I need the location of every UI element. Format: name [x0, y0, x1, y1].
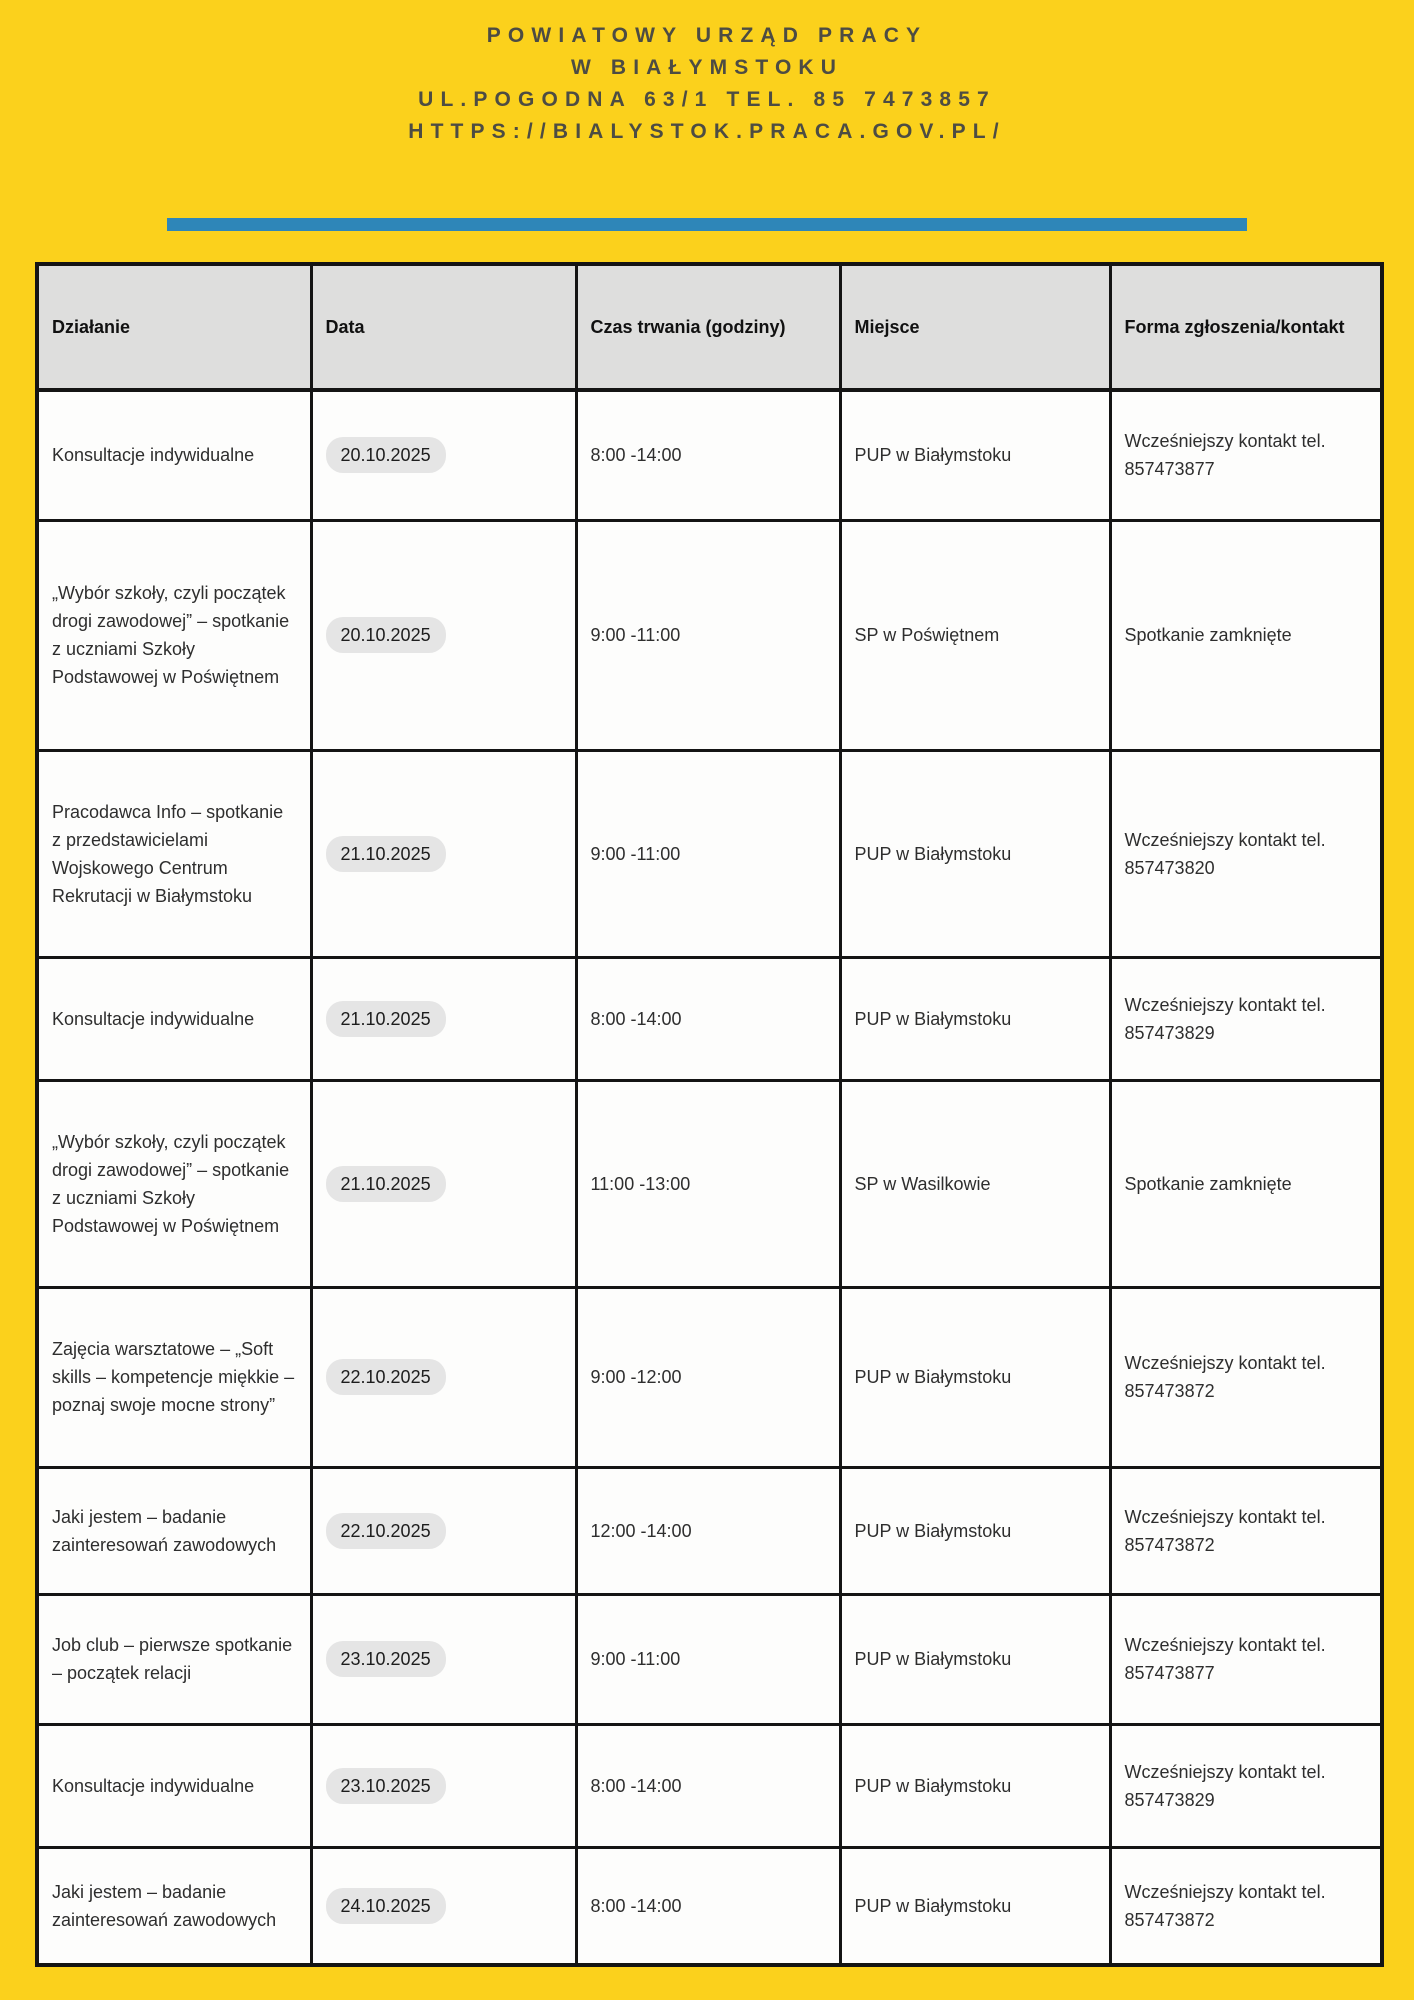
time-cell: 8:00 -14:00 [576, 1847, 840, 1965]
column-header-czas-trwania: Czas trwania (godziny) [576, 264, 840, 390]
place-cell: SP w Poświętnem [840, 520, 1110, 750]
activity-cell: Jaki jestem – badanie zainteresowań zawodowych [37, 1847, 311, 1965]
date-cell [311, 390, 576, 520]
time-cell: 9:00 -12:00 [576, 1287, 840, 1467]
time-cell: 11:00 -13:00 [576, 1080, 840, 1287]
table-row [37, 1287, 1382, 1467]
table-row [37, 1467, 1382, 1594]
date-pill: 20.10.2025 [326, 617, 446, 653]
date-pill: 21.10.2025 [326, 836, 446, 872]
activity-cell: Konsultacje indywidualne [37, 390, 311, 520]
date-cell [311, 1467, 576, 1594]
place-cell: PUP w Białymstoku [840, 1594, 1110, 1724]
place-cell: PUP w Białymstoku [840, 1467, 1110, 1594]
activity-cell: Pracodawca Info – spotkanie z przedstawicielami Wojskowego Centrum Rekrutacji w Białymstoku [37, 750, 311, 957]
column-header-dzialanie: Działanie [37, 264, 311, 390]
date-pill: 21.10.2025 [326, 1001, 446, 1037]
place-cell: PUP w Białymstoku [840, 750, 1110, 957]
contact-cell: Spotkanie zamknięte [1110, 1080, 1382, 1287]
org-name-line-1: POWIATOWY URZĄD PRACY [486, 24, 928, 47]
org-website-url: HTTPS://BIALYSTOK.PRACA.GOV.PL/ [408, 120, 1006, 143]
page-header [0, 0, 1414, 148]
contact-cell: Wcześniejszy kontakt tel. 857473829 [1110, 957, 1382, 1080]
date-cell [311, 1724, 576, 1847]
date-cell [311, 1080, 576, 1287]
contact-cell: Wcześniejszy kontakt tel. 857473877 [1110, 390, 1382, 520]
place-cell: PUP w Białymstoku [840, 957, 1110, 1080]
divider-bar [167, 218, 1247, 231]
table-row [37, 1080, 1382, 1287]
column-header-miejsce: Miejsce [840, 264, 1110, 390]
table-row [37, 1847, 1382, 1965]
org-name-line-2: W BIAŁYMSTOKU [570, 56, 844, 79]
activity-cell: „Wybór szkoły, czyli początek drogi zawodowej” – spotkanie z uczniami Szkoły Podstawowej w Poświętnem [37, 520, 311, 750]
contact-cell: Wcześniejszy kontakt tel. 857473820 [1110, 750, 1382, 957]
org-address-phone: UL.POGODNA 63/1 TEL. 85 7473857 [418, 88, 996, 111]
place-cell: PUP w Białymstoku [840, 390, 1110, 520]
contact-cell: Wcześniejszy kontakt tel. 857473877 [1110, 1594, 1382, 1724]
table-row [37, 520, 1382, 750]
time-cell: 9:00 -11:00 [576, 1594, 840, 1724]
table-row [37, 750, 1382, 957]
contact-cell: Wcześniejszy kontakt tel. 857473872 [1110, 1847, 1382, 1965]
contact-cell: Wcześniejszy kontakt tel. 857473872 [1110, 1287, 1382, 1467]
contact-cell: Wcześniejszy kontakt tel. 857473829 [1110, 1724, 1382, 1847]
time-cell: 8:00 -14:00 [576, 390, 840, 520]
date-cell [311, 1594, 576, 1724]
time-cell: 12:00 -14:00 [576, 1467, 840, 1594]
activity-cell: Job club – pierwsze spotkanie – początek relacji [37, 1594, 311, 1724]
contact-cell: Wcześniejszy kontakt tel. 857473872 [1110, 1467, 1382, 1594]
date-pill: 23.10.2025 [326, 1641, 446, 1677]
date-pill: 22.10.2025 [326, 1359, 446, 1395]
date-cell [311, 520, 576, 750]
activity-cell: Zajęcia warsztatowe – „Soft skills – kompetencje miękkie – poznaj swoje mocne strony” [37, 1287, 311, 1467]
time-cell: 8:00 -14:00 [576, 957, 840, 1080]
activity-cell: Konsultacje indywidualne [37, 957, 311, 1080]
place-cell: PUP w Białymstoku [840, 1287, 1110, 1467]
table-row [37, 1724, 1382, 1847]
date-pill: 20.10.2025 [326, 437, 446, 473]
table-row [37, 957, 1382, 1080]
date-cell [311, 750, 576, 957]
events-table-head [37, 264, 1382, 390]
contact-cell: Spotkanie zamknięte [1110, 520, 1382, 750]
activity-cell: Konsultacje indywidualne [37, 1724, 311, 1847]
time-cell: 9:00 -11:00 [576, 750, 840, 957]
header-row [37, 264, 1382, 390]
time-cell: 9:00 -11:00 [576, 520, 840, 750]
table-row [37, 390, 1382, 520]
place-cell: PUP w Białymstoku [840, 1847, 1110, 1965]
column-header-data: Data [311, 264, 576, 390]
activity-cell: Jaki jestem – badanie zainteresowań zawodowych [37, 1467, 311, 1594]
time-cell: 8:00 -14:00 [576, 1724, 840, 1847]
date-pill: 21.10.2025 [326, 1166, 446, 1202]
events-table [35, 262, 1384, 1967]
activity-cell: „Wybór szkoły, czyli początek drogi zawodowej” – spotkanie z uczniami Szkoły Podstawowej w Poświętnem [37, 1080, 311, 1287]
table-row [37, 1594, 1382, 1724]
events-table-body [37, 390, 1382, 1965]
date-cell [311, 957, 576, 1080]
place-cell: SP w Wasilkowie [840, 1080, 1110, 1287]
date-pill: 22.10.2025 [326, 1513, 446, 1549]
column-header-forma-zgloszenia: Forma zgłoszenia/kontakt [1110, 264, 1382, 390]
date-cell [311, 1847, 576, 1965]
place-cell: PUP w Białymstoku [840, 1724, 1110, 1847]
date-cell [311, 1287, 576, 1467]
date-pill: 23.10.2025 [326, 1768, 446, 1804]
date-pill: 24.10.2025 [326, 1888, 446, 1924]
